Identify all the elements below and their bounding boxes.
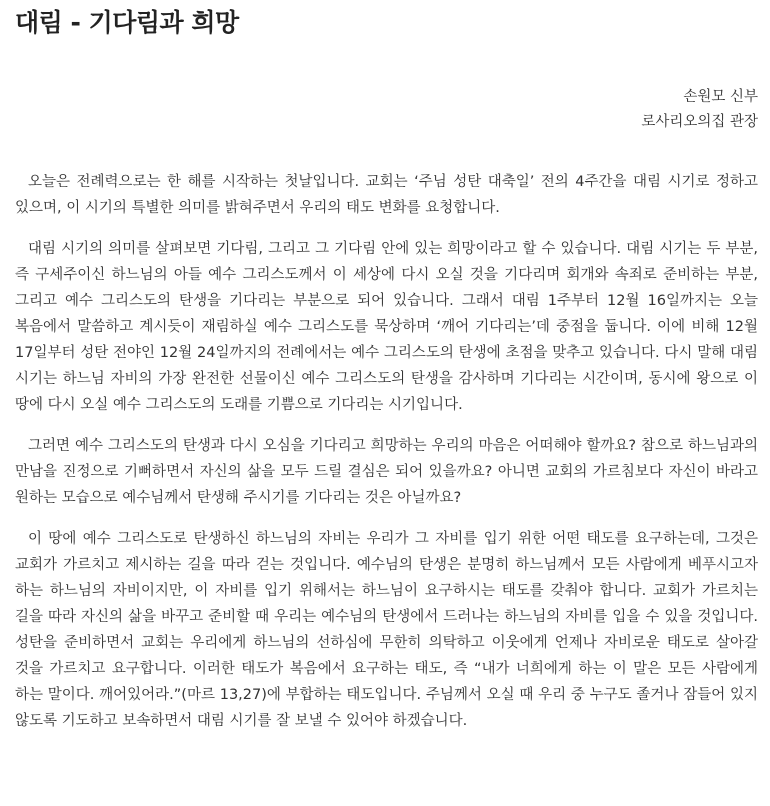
paragraph-2: 대림 시기의 의미를 살펴보면 기다림, 그리고 그 기다림 안에 있는 희망이라고 할 수 있습니다. 대림 시기는 두 부분, 즉 구세주이신 하느님의 아들 예수 그리스도께서 이 세상에 다시 오실 것을 기다리며 회개와 속죄로 준비하는 부분, 그리고 예수 그리스도의 탄생을 기다리는 부분으로 되어 있습니다. 그래서 대림 1주부터 12월 16일까지는 오늘 복음에서 말씀하고 계시듯이 재림하실 예수 그리스도를 묵상하며 ‘깨어 기다리는’데 중점을 둡니다. 이에 비해 12월 17일부터 성탄 전야인 12월 24일까지의 전례에서는 예수 그리스도의 탄생에 초점을 맞추고 있습니다. 다시 말해 대림 시기는 하느님 자비의 가장 완전한 선물이신 예수 그리스도의 탄생을 감사하며 기다리는 시간이며, 동시에 왕으로 이 땅에 다시 오실 예수 그리스도의 도래를 기쁨으로 기다리는 시기입니다.: [15, 241, 758, 413]
paragraph-4: 이 땅에 예수 그리스도로 탄생하신 하느님의 자비는 우리가 그 자비를 입기 위한 어떤 태도를 요구하는데, 그것은 교회가 가르치고 제시하는 길을 따라 걷는 것입니다. 예수님의 탄생은 분명히 하느님께서 모든 사람에게 베푸시고자 하는 하느님의 자비이지만, 이 자비를 입기 위해서는 하느님이 요구하시는 태도를 갖춰야 합니다. 교회가 가르치는 길을 따라 자신의 삶을 바꾸고 준비할 때 우리는 예수님의 탄생에서 드러나는 하느님의 자비를 입을 수 있을 것입니다. 성탄을 준비하면서 교회는 우리에게 하느님의 선하심에 무한히 의탁하고 이웃에게 언제나 자비로운 태도로 살아갈 것을 가르치고 요구합니다. 이러한 태도가 복음에서 요구하는 태도, 즉 “내가 너희에게 하는 이 말은 모든 사람에게 하는 말이다. 깨어있어라.”(마르 13,27)에 부합하는 태도입니다. 주님께서 오실 때 우리 중 누구도 졸거나 잠들어 있지 않도록 기도하고 보속하면서 대림 시기를 잘 보낼 수 있어야 하겠습니다.: [15, 531, 758, 729]
paragraph-3: 그러면 예수 그리스도의 탄생과 다시 오심을 기다리고 희망하는 우리의 마음은 어떠해야 할까요? 참으로 하느님과의 만남을 진정으로 기뻐하면서 자신의 삶을 모두 드릴 결심은 되어 있을까요? 아니면 교회의 가르침보다 자신이 바라고 원하는 모습으로 예수님께서 탄생해 주시기를 기다리는 것은 아닐까요?: [15, 438, 758, 506]
article-title: 대림 - 기다림과 희망: [15, 8, 239, 37]
author-block: [15, 85, 758, 135]
author-name: 손원모 신부: [683, 89, 758, 105]
article-body: [15, 169, 758, 734]
paragraph-1: 오늘은 전례력으로는 한 해를 시작하는 첫날입니다. 교회는 ‘주님 성탄 대축일’ 전의 4주간을 대림 시기로 정하고 있으며, 이 시기의 특별한 의미를 밝혀주면서 우리의 태도 변화를 요청합니다.: [15, 174, 758, 216]
author-role: 로사리오의집 관장: [641, 114, 758, 130]
